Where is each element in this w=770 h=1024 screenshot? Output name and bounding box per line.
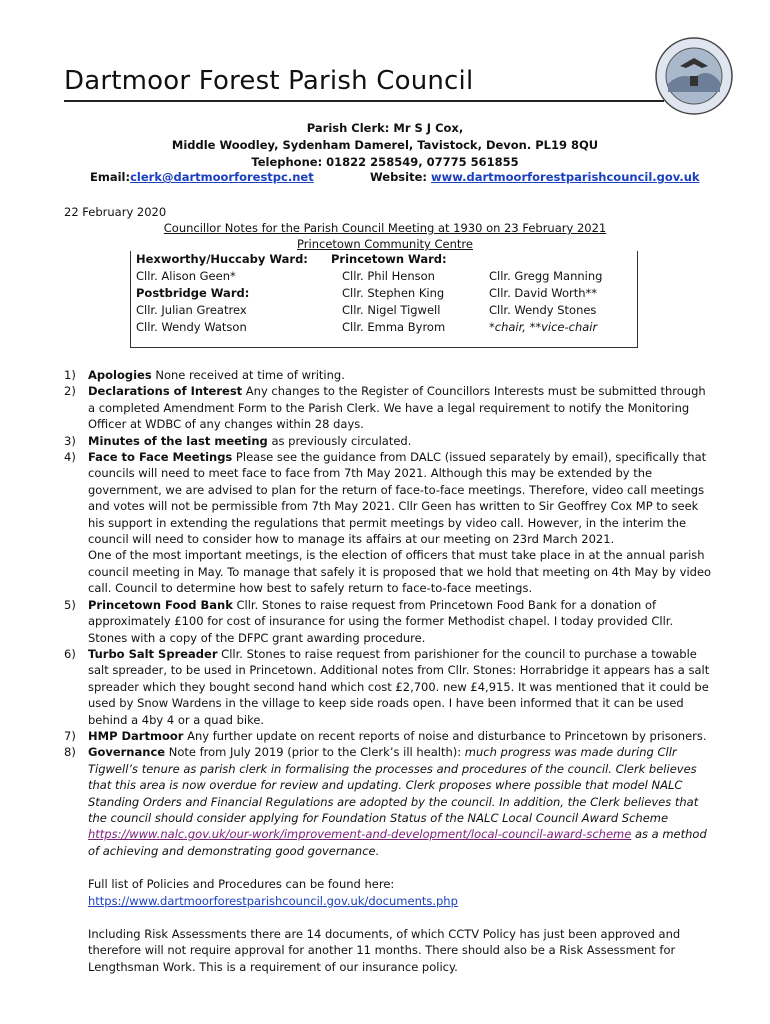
agenda-item xyxy=(64,449,714,597)
agenda-item-heading: Face to Face Meetings xyxy=(88,450,233,465)
agenda-item-number: 7) xyxy=(64,728,76,743)
meeting-venue: Princetown Community Centre xyxy=(297,237,473,251)
agenda-item-heading: Declarations of Interest xyxy=(88,384,243,399)
agenda-item xyxy=(64,383,714,432)
clerk-name: Parish Clerk: Mr S J Cox, xyxy=(306,121,464,135)
agenda-item-text: Any changes to the Register of Councillors Interests must be submitted through a completed Amendment Form to the Parish Clerk. We have a legal requirement to notify the Monitoring Officer at WDBC of any changes within 28 days. xyxy=(88,384,706,432)
councillor-entry: *chair, **vice-chair xyxy=(489,320,598,334)
agenda-item xyxy=(64,597,714,646)
agenda-item-body xyxy=(88,449,714,547)
agenda-item-number: 5) xyxy=(64,597,76,612)
agenda-item-body xyxy=(88,744,714,859)
notes-heading: Councillor Notes for the Parish Council Meeting at 1930 on 23 February 2021 xyxy=(163,221,607,235)
councillor-entry: Cllr. Stephen King xyxy=(331,286,445,300)
agenda-item-text: Note from July 2019 (prior to the Clerk’s ill health): xyxy=(165,745,465,760)
nalc-award-link[interactable]: https://www.nalc.gov.uk/our-work/improvement-and-development/local-council-award-scheme xyxy=(88,827,632,842)
council-seal-logo xyxy=(654,36,734,116)
meeting-notes-title xyxy=(140,220,630,252)
agenda-item-body xyxy=(88,646,714,728)
councillor-column-2 xyxy=(331,251,447,336)
agenda-item-text: Cllr. Stones to raise request from Princetown Food Bank for a donation of approximately £100 for cost of insurance for using the former Methodist chapel. I today provided Cllr. Stones with a copy of the DFPC grant awarding procedure. xyxy=(88,597,674,645)
agenda-item-text: Any further update on recent reports of noise and disturbance to Princetown by prisoners. xyxy=(183,728,707,743)
agenda-item-heading: Apologies xyxy=(88,368,152,382)
agenda-item xyxy=(64,433,714,449)
agenda-item-heading: Princetown Food Bank xyxy=(88,597,233,612)
councillor-column-3 xyxy=(489,251,602,336)
councillor-entry: Cllr. Wendy Watson xyxy=(136,320,247,334)
councillor-entry: Princetown Ward: xyxy=(331,252,447,266)
agenda-item-heading: Minutes of the last meeting xyxy=(88,433,268,448)
clerk-address: Middle Woodley, Sydenham Damerel, Tavistock, Devon. PL19 8QU xyxy=(171,138,599,152)
spacer xyxy=(64,909,714,926)
councillor-entry: Cllr. Wendy Stones xyxy=(489,303,597,317)
policies-paragraph xyxy=(64,876,714,909)
agenda-item-governance xyxy=(64,744,714,859)
agenda-item-extra: One of the most important meetings, is the election of officers that must take place in at the annual parish council meeting in May. To manage that safely it is proposed that we hold that meeting on 4th May by video call. Council to determine how best to safely return to face-to-face meetings. xyxy=(88,548,712,596)
website-label: Website: xyxy=(370,170,431,184)
agenda-item-number: 3) xyxy=(64,433,76,448)
councillor-entry: Postbridge Ward: xyxy=(136,286,250,300)
agenda-item-text: None received at time of writing. xyxy=(151,368,345,382)
agenda-item-number: 6) xyxy=(64,646,76,661)
email-line xyxy=(90,170,314,184)
document-date: 22 February 2020 xyxy=(64,205,167,219)
agenda-item-number: 2) xyxy=(64,384,76,399)
spacer xyxy=(64,859,714,876)
councillor-table xyxy=(130,251,638,348)
agenda-item-body xyxy=(88,728,714,744)
councillor-entry: Cllr. Emma Byrom xyxy=(331,320,446,334)
agenda-item-text: Cllr. Stones to raise request from parishioner for the council to purchase a towable salt spreader, to be used in Princetown. Additional notes from Cllr. Stones: Horrabridge it appears has a salt spreader which they bought second hand which cost £2,700. new £4,915. It was mentioned that it could be used by Snow Wardens in the village to keep side roads open. I have been informed that it can be used behind a 4by 4 or a quad bike. xyxy=(88,646,710,727)
email-label: Email: xyxy=(90,170,131,184)
agenda-item xyxy=(64,367,714,383)
clerk-telephone: Telephone: 01822 258549, 07775 561855 xyxy=(251,155,519,169)
agenda-items xyxy=(64,367,714,975)
agenda-item-body xyxy=(88,367,714,383)
agenda-item xyxy=(64,728,714,744)
title-divider xyxy=(64,100,664,102)
policies-intro: Full list of Policies and Procedures can be found here: xyxy=(88,877,395,892)
email-link[interactable]: clerk@dartmoorforestpc.net xyxy=(130,170,314,184)
councillor-entry: Cllr. David Worth** xyxy=(489,286,598,300)
councillor-entry xyxy=(489,251,602,268)
website-line xyxy=(370,170,700,184)
governance-note: much progress was made during Cllr Tigwell’s tenure as parish clerk in formalising the processes and procedures of the council. Clerk believes that this area is now overdue for review and updating. Clerk proposes where possible that model NALC Standing Orders and Financial Regulations are adopted by the council. In addition, the Clerk believes that the council should consider applying for Foundation Status of the NALC Local Council Award Scheme xyxy=(88,745,699,825)
agenda-item xyxy=(64,646,714,728)
agenda-item-heading: Governance xyxy=(88,745,166,760)
agenda-item-heading: Turbo Salt Spreader xyxy=(88,646,218,661)
agenda-item-number: 4) xyxy=(64,450,76,465)
risk-paragraph: Including Risk Assessments there are 14 documents, of which CCTV Policy has just been approved and therefore will not require approval for another 11 months. There should also be a Risk Assessment for Lengthsman Work. This is a requirement of our insurance policy. xyxy=(88,927,681,974)
councillor-entry: Cllr. Phil Henson xyxy=(331,269,435,283)
governance-note-end: as a method of achieving and demonstrating good governance. xyxy=(88,827,707,858)
clerk-contact-block xyxy=(60,120,710,171)
councillor-entry: Cllr. Julian Greatrex xyxy=(136,303,247,317)
website-link[interactable]: www.dartmoorforestparishcouncil.gov.uk xyxy=(431,170,700,184)
policies-link[interactable]: https://www.dartmoorforestparishcouncil.gov.uk/documents.php xyxy=(88,893,458,908)
agenda-item-body xyxy=(88,433,714,449)
councillor-column-1 xyxy=(136,251,308,336)
councillor-entry: Cllr. Alison Geen* xyxy=(136,269,236,283)
agenda-item-number: 1) xyxy=(64,368,76,382)
agenda-item-text: Please see the guidance from DALC (issued separately by email), specifically that councils will need to meet face to face from 7th May 2021. Although this may be extended by the government, we are advised to plan for the return of face-to-face meetings. Therefore, video call meetings and votes will not be permissible from 7th May 2021. Cllr Geen has written to Sir Geoffrey Cox MP to seek his support in extending the regulations that permit meetings by video call. However, in the interim the council will need to consider how to manage its affairs at our meeting on 23rd March 2021. xyxy=(88,450,707,547)
councillor-entry: Cllr. Gregg Manning xyxy=(489,269,603,283)
agenda-item-text: as previously circulated. xyxy=(267,433,412,448)
councillor-entry: Cllr. Nigel Tigwell xyxy=(331,303,441,317)
agenda-item-heading: HMP Dartmoor xyxy=(88,728,184,743)
agenda-item-number: 8) xyxy=(64,745,76,760)
page-title: Dartmoor Forest Parish Council xyxy=(64,66,474,96)
councillor-entry: Hexworthy/Huccaby Ward: xyxy=(136,252,308,266)
agenda-item-body xyxy=(88,383,714,432)
agenda-item-body xyxy=(88,597,714,646)
